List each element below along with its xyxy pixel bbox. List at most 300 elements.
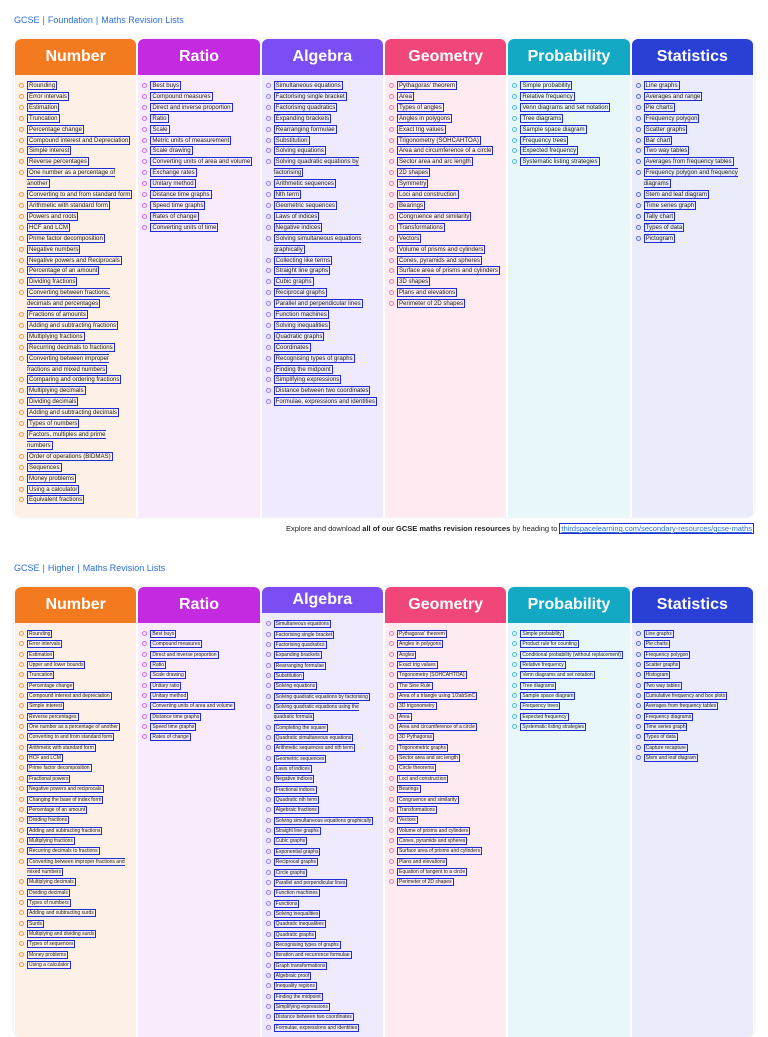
- topic-item[interactable]: [389, 826, 502, 836]
- topic-item[interactable]: [389, 201, 502, 212]
- circle-checkbox-icon[interactable]: [266, 963, 271, 968]
- circle-checkbox-icon[interactable]: [266, 138, 271, 143]
- topic-item[interactable]: [19, 256, 132, 267]
- circle-checkbox-icon[interactable]: [512, 641, 517, 646]
- topic-item[interactable]: [389, 266, 502, 277]
- topic-link[interactable]: Converting between improper fractions and mixed numbers: [27, 354, 109, 373]
- circle-checkbox-icon[interactable]: [389, 869, 394, 874]
- topic-item[interactable]: [19, 815, 132, 825]
- circle-checkbox-icon[interactable]: [266, 345, 271, 350]
- topic-link[interactable]: Frequency polygon: [645, 114, 698, 122]
- topic-link[interactable]: Scale drawing: [152, 672, 184, 679]
- circle-checkbox-icon[interactable]: [19, 290, 24, 295]
- topic-link[interactable]: Area: [398, 713, 410, 720]
- topic-link[interactable]: Using a calculator: [29, 485, 78, 493]
- topic-item[interactable]: [389, 125, 502, 136]
- topic-link[interactable]: 3D trigonometry: [398, 703, 435, 710]
- topic-link[interactable]: Speed time graphs: [152, 724, 195, 731]
- topic-link[interactable]: Equation of tangent to a circle: [398, 868, 466, 875]
- circle-checkbox-icon[interactable]: [389, 652, 394, 657]
- topic-link[interactable]: Tree diagrams: [522, 114, 562, 122]
- topic-item[interactable]: [636, 681, 749, 691]
- circle-checkbox-icon[interactable]: [266, 268, 271, 273]
- topic-item[interactable]: [266, 212, 379, 223]
- topic-item[interactable]: [19, 386, 132, 397]
- topic-link[interactable]: Coordinates: [275, 343, 309, 351]
- topic-link[interactable]: Multiplying and dividing surds: [29, 930, 95, 937]
- topic-link[interactable]: Cubic graphs: [275, 838, 306, 845]
- circle-checkbox-icon[interactable]: [266, 356, 271, 361]
- topic-link[interactable]: Factorising single bracket: [275, 631, 333, 638]
- circle-checkbox-icon[interactable]: [142, 148, 147, 153]
- circle-checkbox-icon[interactable]: [266, 388, 271, 393]
- circle-checkbox-icon[interactable]: [19, 465, 24, 470]
- topic-item[interactable]: [636, 650, 749, 660]
- circle-checkbox-icon[interactable]: [266, 83, 271, 88]
- circle-checkbox-icon[interactable]: [512, 662, 517, 667]
- topic-link[interactable]: Estimation: [29, 103, 58, 111]
- topic-link[interactable]: Types of numbers: [29, 420, 78, 428]
- topic-link[interactable]: Sample space diagram: [522, 693, 574, 700]
- topic-item[interactable]: [19, 310, 132, 321]
- topic-item[interactable]: [636, 722, 749, 732]
- circle-checkbox-icon[interactable]: [19, 641, 24, 646]
- topic-link[interactable]: Solving quadratic equations using the quadratic formula: [273, 704, 359, 721]
- circle-checkbox-icon[interactable]: [19, 652, 24, 657]
- circle-checkbox-icon[interactable]: [19, 127, 24, 132]
- topic-link[interactable]: Bar chart: [645, 136, 671, 144]
- topic-link[interactable]: Adding and subtracting decimals: [29, 409, 118, 417]
- topic-link[interactable]: The Sine Rule: [398, 682, 431, 689]
- topic-item[interactable]: [19, 495, 132, 506]
- circle-checkbox-icon[interactable]: [389, 662, 394, 667]
- topic-item[interactable]: [266, 1012, 379, 1022]
- topic-link[interactable]: Perimeter of 2D shapes: [398, 300, 463, 308]
- circle-checkbox-icon[interactable]: [19, 931, 24, 936]
- topic-link[interactable]: Quadratic nth term: [275, 797, 318, 804]
- circle-checkbox-icon[interactable]: [389, 631, 394, 636]
- topic-link[interactable]: Algebraic fractions: [275, 807, 317, 814]
- topic-item[interactable]: [19, 795, 132, 805]
- topic-item[interactable]: [19, 691, 132, 701]
- topic-link[interactable]: Symmetry: [398, 180, 427, 188]
- circle-checkbox-icon[interactable]: [19, 848, 24, 853]
- topic-item[interactable]: [389, 168, 502, 179]
- circle-checkbox-icon[interactable]: [266, 921, 271, 926]
- circle-checkbox-icon[interactable]: [636, 703, 641, 708]
- topic-item[interactable]: [389, 774, 502, 784]
- circle-checkbox-icon[interactable]: [19, 105, 24, 110]
- circle-checkbox-icon[interactable]: [389, 127, 394, 132]
- topic-item[interactable]: [19, 753, 132, 763]
- circle-checkbox-icon[interactable]: [19, 941, 24, 946]
- topic-link[interactable]: Error intervals: [29, 641, 61, 648]
- topic-item[interactable]: [636, 136, 749, 147]
- circle-checkbox-icon[interactable]: [636, 170, 641, 175]
- topic-item[interactable]: [19, 234, 132, 245]
- topic-link[interactable]: Expanding brackets: [275, 652, 320, 659]
- topic-item[interactable]: [266, 1023, 379, 1033]
- circle-checkbox-icon[interactable]: [19, 838, 24, 843]
- circle-checkbox-icon[interactable]: [266, 849, 271, 854]
- topic-item[interactable]: [266, 857, 379, 867]
- circle-checkbox-icon[interactable]: [636, 127, 641, 132]
- circle-checkbox-icon[interactable]: [19, 734, 24, 739]
- topic-link[interactable]: Sector area and arc length: [398, 158, 471, 166]
- circle-checkbox-icon[interactable]: [19, 170, 24, 175]
- topic-link[interactable]: Recurring decimals to fractions: [29, 343, 113, 351]
- topic-link[interactable]: Relative frequency: [522, 92, 573, 100]
- topic-link[interactable]: Distance time graphs: [152, 191, 210, 199]
- circle-checkbox-icon[interactable]: [512, 693, 517, 698]
- topic-link[interactable]: Formulae, expressions and identities: [275, 398, 375, 406]
- topic-link[interactable]: Simple probability: [522, 631, 562, 637]
- circle-checkbox-icon[interactable]: [266, 890, 271, 895]
- topic-link[interactable]: Adding and subtracting fractions: [29, 827, 101, 834]
- topic-link[interactable]: Converting to and from standard form: [29, 191, 131, 199]
- topic-link[interactable]: Solving quadratic equations by factorising: [273, 158, 359, 177]
- circle-checkbox-icon[interactable]: [636, 138, 641, 143]
- topic-item[interactable]: [266, 961, 379, 971]
- topic-item[interactable]: [142, 701, 255, 711]
- topic-item[interactable]: [389, 299, 502, 310]
- topic-item[interactable]: [266, 764, 379, 774]
- circle-checkbox-icon[interactable]: [19, 432, 24, 437]
- topic-link[interactable]: Adding and subtracting surds: [29, 910, 94, 917]
- topic-link[interactable]: Angles: [398, 651, 415, 658]
- topic-link[interactable]: Angles in polygons: [398, 641, 441, 648]
- topic-item[interactable]: [636, 81, 749, 92]
- topic-item[interactable]: [19, 136, 132, 147]
- topic-item[interactable]: [19, 419, 132, 430]
- circle-checkbox-icon[interactable]: [266, 745, 271, 750]
- topic-item[interactable]: [19, 950, 132, 960]
- circle-checkbox-icon[interactable]: [389, 734, 394, 739]
- circle-checkbox-icon[interactable]: [19, 323, 24, 328]
- circle-checkbox-icon[interactable]: [19, 356, 24, 361]
- topic-link[interactable]: Simultaneous equations: [275, 621, 330, 628]
- topic-link[interactable]: Systematic listing strategies: [522, 158, 598, 166]
- topic-link[interactable]: Ratio: [152, 662, 165, 669]
- topic-link[interactable]: Averages from frequency tables: [645, 703, 717, 710]
- circle-checkbox-icon[interactable]: [389, 192, 394, 197]
- topic-item[interactable]: [512, 639, 625, 649]
- circle-checkbox-icon[interactable]: [389, 258, 394, 263]
- topic-link[interactable]: Histogram: [645, 672, 669, 679]
- topic-link[interactable]: Nth term: [275, 191, 300, 199]
- topic-link[interactable]: Circle graphs: [275, 869, 306, 876]
- topic-link[interactable]: Adding and subtracting fractions: [29, 321, 117, 329]
- topic-link[interactable]: Solving inequalities: [275, 910, 319, 917]
- topic-item[interactable]: [389, 639, 502, 649]
- topic-item[interactable]: [389, 670, 502, 680]
- topic-link[interactable]: Circle theorems: [398, 765, 434, 772]
- topic-item[interactable]: [512, 136, 625, 147]
- topic-link[interactable]: Money problems: [29, 474, 75, 482]
- circle-checkbox-icon[interactable]: [19, 476, 24, 481]
- topic-item[interactable]: [142, 125, 255, 136]
- topic-item[interactable]: [142, 670, 255, 680]
- topic-link[interactable]: Tree diagrams: [522, 682, 555, 689]
- topic-item[interactable]: [636, 660, 749, 670]
- topic-item[interactable]: [389, 92, 502, 103]
- topic-link[interactable]: Dividing fractions: [29, 817, 68, 824]
- topic-item[interactable]: [389, 629, 502, 639]
- topic-link[interactable]: Cubic graphs: [275, 278, 312, 286]
- circle-checkbox-icon[interactable]: [389, 745, 394, 750]
- circle-checkbox-icon[interactable]: [389, 268, 394, 273]
- topic-item[interactable]: [266, 201, 379, 212]
- circle-checkbox-icon[interactable]: [142, 192, 147, 197]
- circle-checkbox-icon[interactable]: [19, 662, 24, 667]
- topic-link[interactable]: Converting units of time: [152, 223, 217, 231]
- topic-link[interactable]: Straight line graphs: [275, 828, 319, 835]
- topic-link[interactable]: Types of data: [645, 223, 683, 231]
- topic-link[interactable]: Frequency polygon and frequency diagrams: [643, 169, 738, 188]
- topic-link[interactable]: Expected frequency: [522, 713, 567, 720]
- circle-checkbox-icon[interactable]: [266, 859, 271, 864]
- topic-item[interactable]: [266, 733, 379, 743]
- circle-checkbox-icon[interactable]: [142, 683, 147, 688]
- topic-link[interactable]: Best buys: [152, 82, 180, 89]
- topic-link[interactable]: Laws of indices: [275, 766, 310, 773]
- circle-checkbox-icon[interactable]: [636, 755, 641, 760]
- circle-checkbox-icon[interactable]: [266, 942, 271, 947]
- circle-checkbox-icon[interactable]: [142, 693, 147, 698]
- topic-link[interactable]: Inequality regions: [275, 983, 315, 990]
- topic-link[interactable]: Surds: [29, 920, 43, 927]
- circle-checkbox-icon[interactable]: [19, 258, 24, 263]
- topic-item[interactable]: [266, 774, 379, 784]
- topic-link[interactable]: Parallel and perpendicular lines: [275, 879, 346, 886]
- topic-link[interactable]: Recognising types of graphs: [275, 354, 353, 362]
- circle-checkbox-icon[interactable]: [389, 683, 394, 688]
- topic-link[interactable]: Sector area and arc length: [398, 755, 458, 762]
- circle-checkbox-icon[interactable]: [389, 807, 394, 812]
- circle-checkbox-icon[interactable]: [142, 672, 147, 677]
- circle-checkbox-icon[interactable]: [19, 724, 24, 729]
- circle-checkbox-icon[interactable]: [266, 1025, 271, 1030]
- topic-link[interactable]: Prime factor decomposition: [29, 234, 103, 242]
- circle-checkbox-icon[interactable]: [389, 714, 394, 719]
- topic-item[interactable]: [266, 661, 379, 671]
- circle-checkbox-icon[interactable]: [636, 662, 641, 667]
- topic-item[interactable]: [266, 332, 379, 343]
- topic-item[interactable]: [266, 234, 379, 256]
- topic-link[interactable]: Iteration and recurrence formulae: [275, 952, 350, 959]
- topic-item[interactable]: [636, 157, 749, 168]
- circle-checkbox-icon[interactable]: [19, 116, 24, 121]
- topic-link[interactable]: Conditional probability (without replacement): [522, 651, 621, 658]
- topic-item[interactable]: [636, 190, 749, 201]
- topic-link[interactable]: Direct and inverse proportion: [152, 103, 231, 111]
- topic-link[interactable]: Fractional indices: [275, 786, 315, 793]
- topic-item[interactable]: [266, 81, 379, 92]
- circle-checkbox-icon[interactable]: [636, 159, 641, 164]
- topic-link[interactable]: Using a calculator: [29, 962, 69, 968]
- topic-item[interactable]: [636, 753, 749, 763]
- topic-item[interactable]: [389, 691, 502, 701]
- topic-item[interactable]: [19, 732, 132, 742]
- circle-checkbox-icon[interactable]: [266, 105, 271, 110]
- topic-item[interactable]: [266, 321, 379, 332]
- topic-link[interactable]: Surface area of prisms and cylinders: [398, 848, 481, 855]
- topic-item[interactable]: [389, 784, 502, 794]
- topic-link[interactable]: Types of numbers: [29, 899, 69, 906]
- circle-checkbox-icon[interactable]: [636, 236, 641, 241]
- topic-item[interactable]: [266, 125, 379, 136]
- topic-item[interactable]: [19, 168, 132, 190]
- topic-item[interactable]: [142, 114, 255, 125]
- topic-link[interactable]: Stem and leaf diagram: [645, 191, 707, 199]
- topic-link[interactable]: Powers and roots: [29, 212, 77, 220]
- circle-checkbox-icon[interactable]: [389, 83, 394, 88]
- topic-item[interactable]: [19, 877, 132, 887]
- circle-checkbox-icon[interactable]: [266, 1004, 271, 1009]
- topic-item[interactable]: [389, 753, 502, 763]
- topic-link[interactable]: Volume of prisms and cylinders: [398, 245, 484, 253]
- topic-item[interactable]: [389, 701, 502, 711]
- topic-link[interactable]: Arithmetic with standard form: [29, 744, 94, 751]
- topic-item[interactable]: [19, 929, 132, 939]
- circle-checkbox-icon[interactable]: [266, 932, 271, 937]
- topic-link[interactable]: Rates of change: [152, 212, 197, 220]
- circle-checkbox-icon[interactable]: [266, 621, 271, 626]
- circle-checkbox-icon[interactable]: [266, 301, 271, 306]
- topic-item[interactable]: [142, 223, 255, 234]
- circle-checkbox-icon[interactable]: [19, 755, 24, 760]
- topic-item[interactable]: [266, 92, 379, 103]
- topic-item[interactable]: [19, 846, 132, 856]
- topic-link[interactable]: Expected frequency: [522, 147, 577, 155]
- circle-checkbox-icon[interactable]: [19, 203, 24, 208]
- topic-item[interactable]: [389, 650, 502, 660]
- topic-item[interactable]: [19, 223, 132, 234]
- circle-checkbox-icon[interactable]: [142, 203, 147, 208]
- topic-link[interactable]: Money problems: [29, 951, 66, 958]
- topic-item[interactable]: [19, 763, 132, 773]
- circle-checkbox-icon[interactable]: [512, 714, 517, 719]
- circle-checkbox-icon[interactable]: [389, 786, 394, 791]
- topic-link[interactable]: Capture recapture: [645, 744, 686, 751]
- topic-item[interactable]: [19, 332, 132, 343]
- circle-checkbox-icon[interactable]: [636, 734, 641, 739]
- circle-checkbox-icon[interactable]: [266, 870, 271, 875]
- topic-item[interactable]: [389, 114, 502, 125]
- circle-checkbox-icon[interactable]: [512, 116, 517, 121]
- circle-checkbox-icon[interactable]: [636, 652, 641, 657]
- topic-item[interactable]: [19, 774, 132, 784]
- topic-link[interactable]: Simple probability: [522, 82, 571, 89]
- circle-checkbox-icon[interactable]: [389, 94, 394, 99]
- circle-checkbox-icon[interactable]: [19, 828, 24, 833]
- topic-link[interactable]: Comparing and ordering fractions: [29, 376, 120, 384]
- topic-item[interactable]: [19, 157, 132, 168]
- circle-checkbox-icon[interactable]: [19, 399, 24, 404]
- topic-link[interactable]: Reciprocal graphs: [275, 289, 325, 297]
- topic-link[interactable]: Pythagoras' theorem: [398, 82, 456, 89]
- topic-item[interactable]: [266, 103, 379, 114]
- topic-link[interactable]: Area: [398, 92, 412, 100]
- topic-link[interactable]: Systematic listing strategies: [522, 724, 585, 731]
- topic-link[interactable]: Ratio: [152, 114, 167, 122]
- circle-checkbox-icon[interactable]: [19, 714, 24, 719]
- topic-item[interactable]: [512, 114, 625, 125]
- topic-link[interactable]: Upper and lower bounds: [29, 662, 84, 669]
- topic-link[interactable]: Expanding brackets: [275, 114, 330, 122]
- topic-item[interactable]: [266, 785, 379, 795]
- topic-item[interactable]: [266, 992, 379, 1002]
- topic-item[interactable]: [636, 691, 749, 701]
- topic-link[interactable]: Finding the midpoint: [275, 993, 321, 1000]
- circle-checkbox-icon[interactable]: [266, 880, 271, 885]
- circle-checkbox-icon[interactable]: [19, 859, 24, 864]
- circle-checkbox-icon[interactable]: [512, 631, 517, 636]
- topic-item[interactable]: [389, 712, 502, 722]
- topic-link[interactable]: Trigonometry (SOHCAHTOA): [398, 672, 465, 679]
- topic-item[interactable]: [512, 81, 625, 92]
- topic-item[interactable]: [512, 660, 625, 670]
- topic-item[interactable]: [142, 712, 255, 722]
- circle-checkbox-icon[interactable]: [266, 323, 271, 328]
- topic-item[interactable]: [19, 888, 132, 898]
- topic-item[interactable]: [142, 691, 255, 701]
- topic-link[interactable]: Cumulative frequency and box plots: [645, 693, 726, 700]
- topic-item[interactable]: [266, 754, 379, 764]
- topic-link[interactable]: Volume of prisms and cylinders: [398, 827, 469, 834]
- topic-link[interactable]: Frequency trees: [522, 136, 567, 144]
- circle-checkbox-icon[interactable]: [512, 703, 517, 708]
- circle-checkbox-icon[interactable]: [389, 105, 394, 110]
- circle-checkbox-icon[interactable]: [636, 714, 641, 719]
- topic-link[interactable]: Truncation: [29, 672, 53, 679]
- topic-item[interactable]: [142, 629, 255, 639]
- topic-link[interactable]: One number as a percentage of another: [27, 169, 116, 188]
- topic-link[interactable]: Quadratic graphs: [275, 332, 323, 340]
- circle-checkbox-icon[interactable]: [19, 786, 24, 791]
- circle-checkbox-icon[interactable]: [266, 642, 271, 647]
- circle-checkbox-icon[interactable]: [19, 672, 24, 677]
- topic-item[interactable]: [389, 81, 502, 92]
- topic-link[interactable]: Surface area of prisms and cylinders: [398, 267, 498, 275]
- topic-item[interactable]: [389, 157, 502, 168]
- topic-item[interactable]: [266, 288, 379, 299]
- topic-link[interactable]: HCF and LCM: [29, 223, 68, 231]
- circle-checkbox-icon[interactable]: [142, 703, 147, 708]
- topic-link[interactable]: Bearings: [398, 201, 424, 209]
- topic-link[interactable]: HCF and LCM: [29, 755, 61, 762]
- topic-link[interactable]: Transformations: [398, 223, 443, 231]
- circle-checkbox-icon[interactable]: [389, 203, 394, 208]
- topic-item[interactable]: [19, 81, 132, 92]
- circle-checkbox-icon[interactable]: [142, 641, 147, 646]
- topic-link[interactable]: Area and circumference of a circle: [398, 147, 492, 155]
- circle-checkbox-icon[interactable]: [512, 138, 517, 143]
- topic-item[interactable]: [19, 826, 132, 836]
- topic-link[interactable]: One number as a percentage of another: [29, 724, 118, 731]
- topic-link[interactable]: Factorising quadratics: [275, 641, 325, 648]
- topic-link[interactable]: Types of angles: [398, 103, 442, 111]
- topic-link[interactable]: Compound interest and Depreciation: [29, 136, 129, 144]
- topic-item[interactable]: [636, 125, 749, 136]
- circle-checkbox-icon[interactable]: [266, 652, 271, 657]
- circle-checkbox-icon[interactable]: [389, 225, 394, 230]
- topic-link[interactable]: 3D Pythagoras: [398, 734, 433, 741]
- circle-checkbox-icon[interactable]: [19, 745, 24, 750]
- topic-link[interactable]: Rearranging formulae: [275, 662, 325, 669]
- circle-checkbox-icon[interactable]: [19, 683, 24, 688]
- topic-item[interactable]: [266, 343, 379, 354]
